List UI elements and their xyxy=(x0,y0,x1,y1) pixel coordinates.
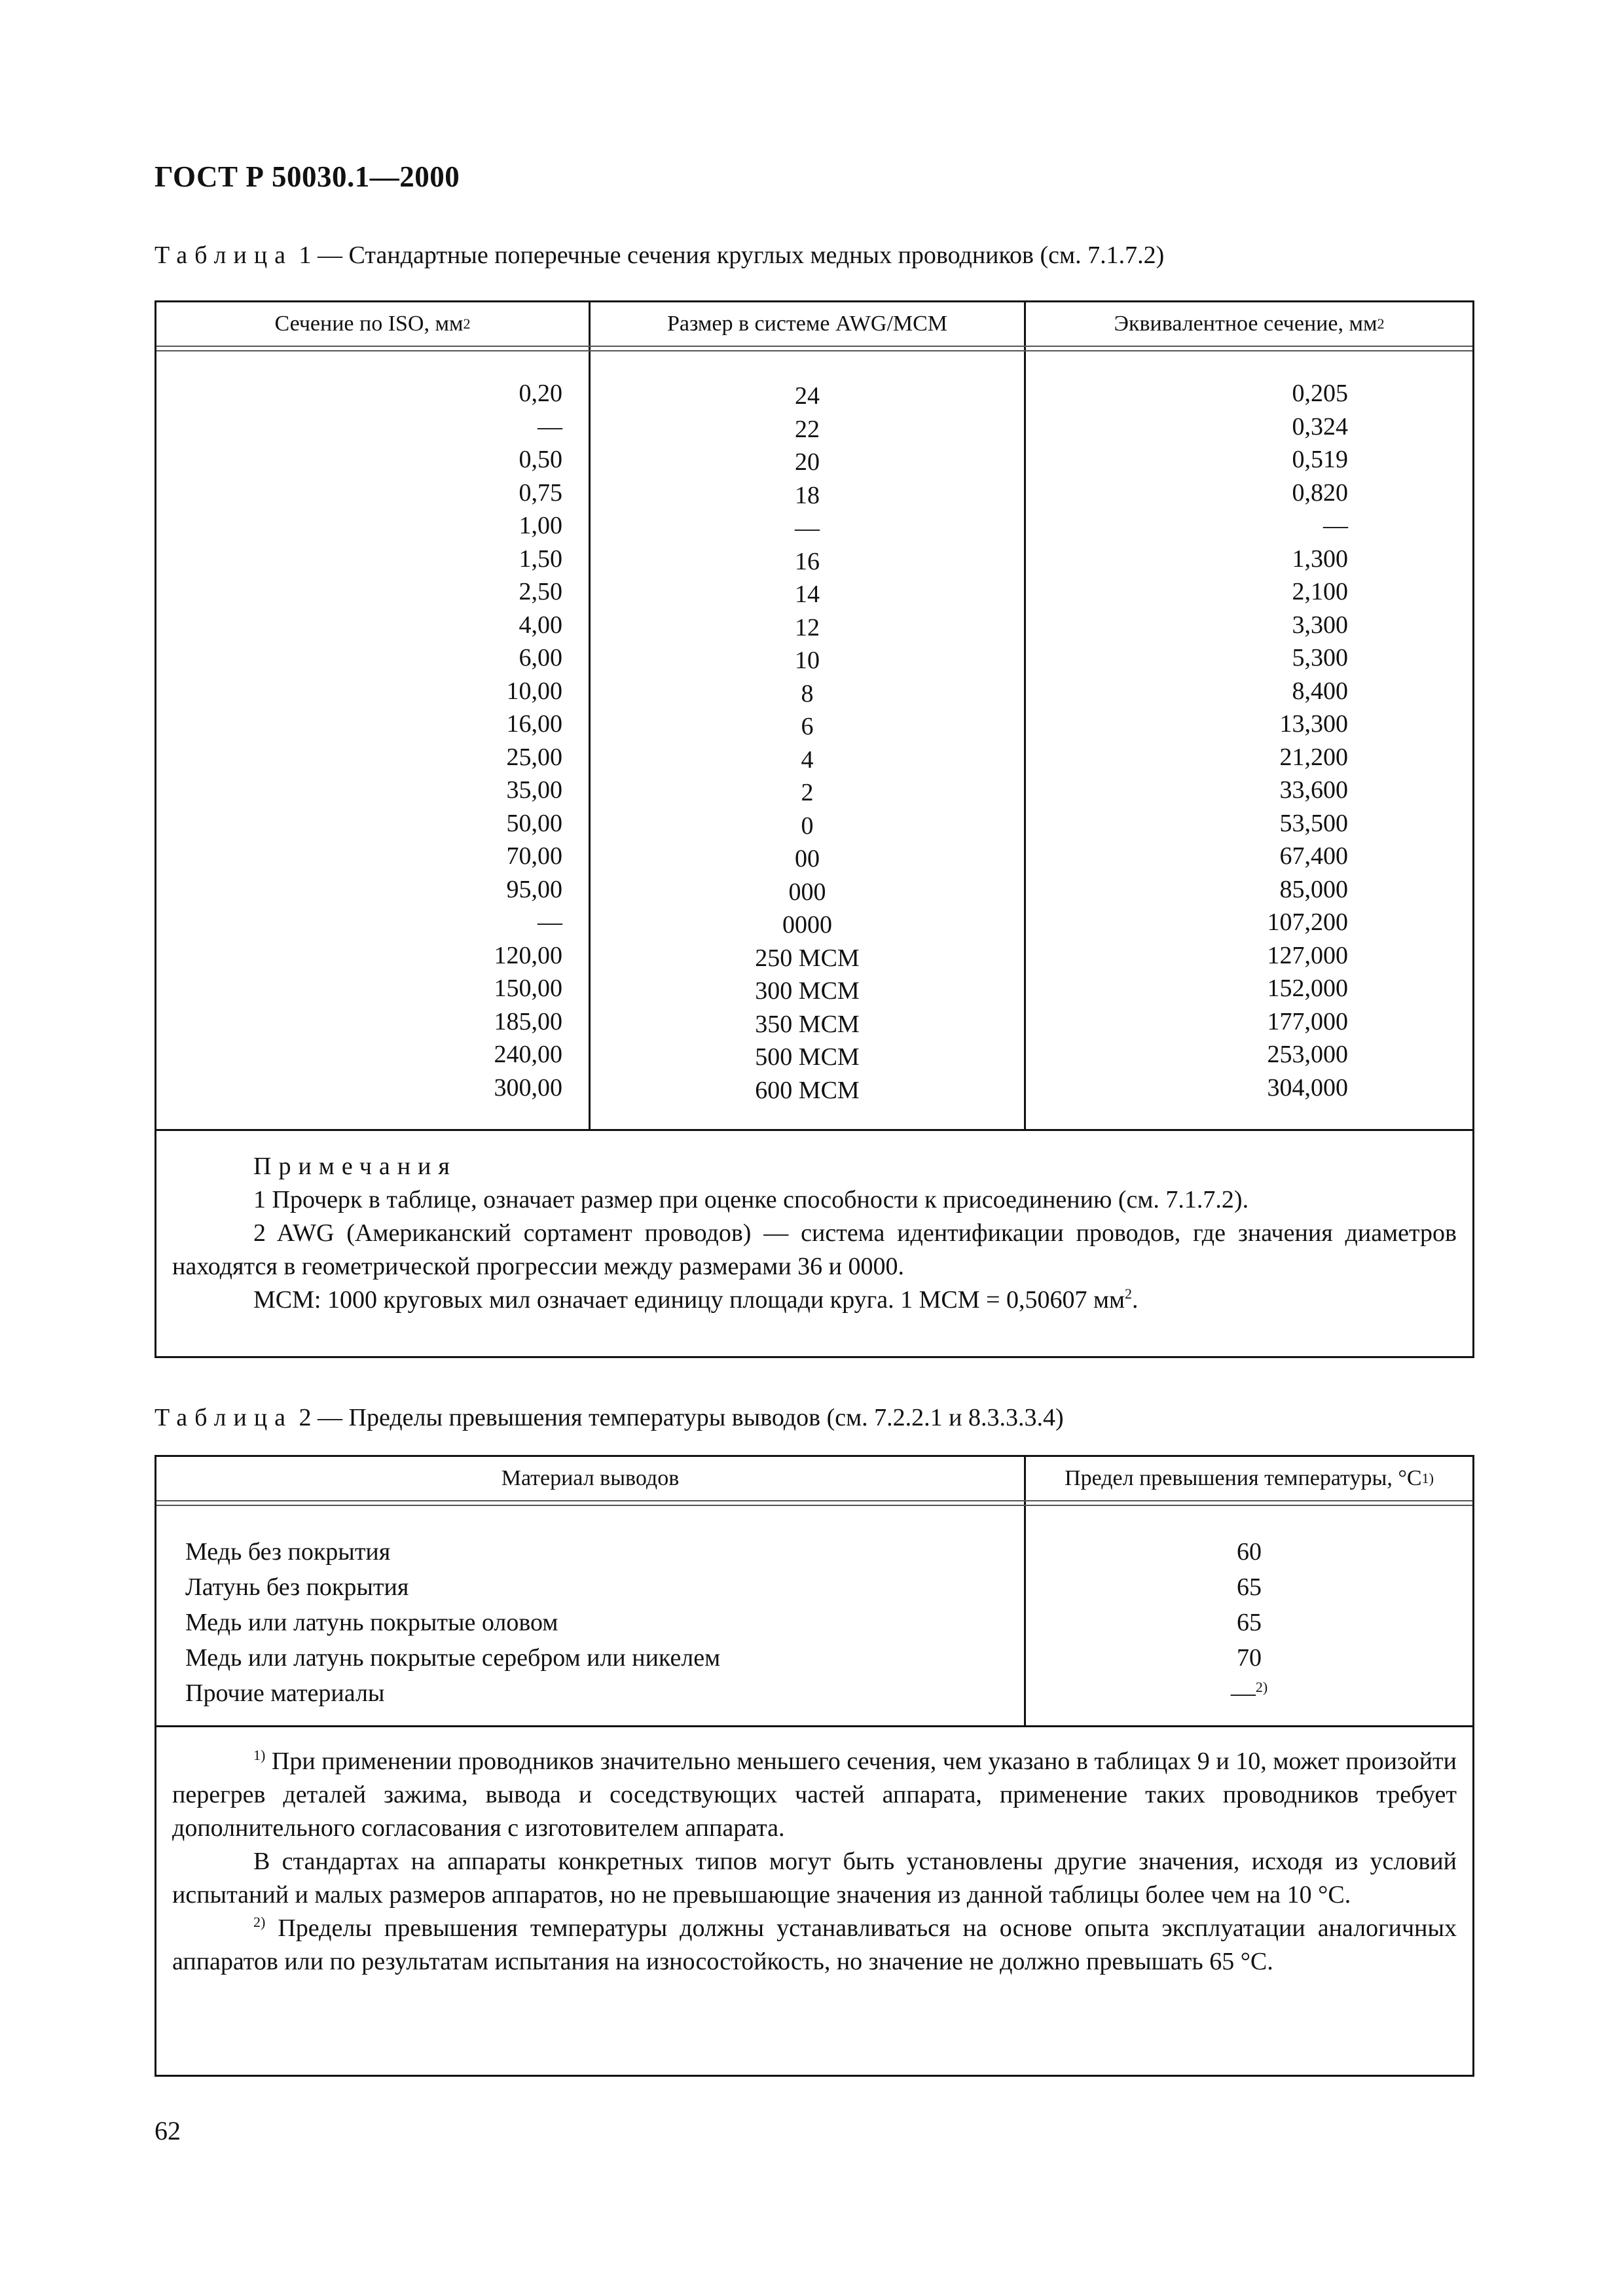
table2-caption-text: 2 — Пределы превышения температуры выводов (см. 7.2.2.1 и 8.3.3.3.4) xyxy=(293,1404,1064,1431)
table1-cell-awg: 500 MCM xyxy=(755,1043,860,1071)
table2 xyxy=(155,1455,1474,2077)
table2-cell-limit: —$^{2)}$ xyxy=(1230,1679,1268,1707)
table1-cell-iso: 0,20 xyxy=(519,380,562,407)
table1-cell-equiv: 2,100 xyxy=(1292,578,1348,605)
table1-cell-awg: 600 MCM xyxy=(755,1076,860,1104)
table2-cell-material: Медь без покрытия xyxy=(185,1538,391,1566)
footnote-1: $^{1)}$ При применении проводников значительно меньшего сечения, чем указано в таблицах 9 и 10, может произойти перегрев деталей зажима, вывода и соседствующих частей аппарата, применение таких проводников требует дополнительного согласования с изготовителем аппарата. xyxy=(172,1747,1457,1842)
table1-cell-iso: 150,00 xyxy=(494,975,562,1002)
table1-caption xyxy=(155,241,1164,270)
table1-cell-equiv: 152,000 xyxy=(1267,975,1348,1002)
table1-cell-iso: 240,00 xyxy=(494,1041,562,1068)
table2-column-material xyxy=(185,1534,1010,1711)
table2-cell-material: Медь или латунь покрытые серебром или никелем xyxy=(185,1644,721,1672)
table1-divider-2 xyxy=(1024,302,1026,1129)
table1-cell-iso: 1,50 xyxy=(519,545,562,573)
table1-caption-text: 1 — Стандартные поперечные сечения круглых медных проводников (см. 7.1.7.2) xyxy=(293,242,1165,269)
table1-cell-awg: 00 xyxy=(795,845,820,872)
table1-cell-equiv: 33,600 xyxy=(1279,776,1348,804)
table1-cell-awg: — xyxy=(795,514,820,542)
table1-cell-awg: 350 MCM xyxy=(755,1010,860,1038)
table1-cell-equiv: 1,300 xyxy=(1292,545,1348,573)
table1-cell-awg: 0000 xyxy=(782,911,832,939)
table1-cell-awg: 20 xyxy=(795,448,820,476)
table1-cell-iso: 25,00 xyxy=(506,743,562,771)
table1-cell-iso: — xyxy=(538,908,562,936)
table1-cell-awg: 22 xyxy=(795,415,820,443)
table2-cell-material: Латунь без покрытия xyxy=(185,1573,409,1601)
table1-cell-equiv: 127,000 xyxy=(1267,941,1348,969)
note-2: 2 AWG (Американский сортамент проводов) — система идентификации проводов, где значения диаметров находятся в геометрической прогрессии между размерами 36 и 0000. xyxy=(172,1219,1457,1280)
table1-cell-equiv: 0,820 xyxy=(1292,478,1348,507)
table1-cell-equiv: — xyxy=(1323,512,1348,539)
table1-cell-awg: 12 xyxy=(795,613,820,641)
table1-cell-equiv: 5,300 xyxy=(1292,644,1348,672)
table1-cell-equiv: 3,300 xyxy=(1292,611,1348,639)
table1-cell-iso: 50,00 xyxy=(506,809,562,837)
table1-cell-equiv: 8,400 xyxy=(1292,677,1348,705)
table1-column-equiv xyxy=(1073,377,1348,1104)
table1-cell-equiv: 304,000 xyxy=(1267,1073,1348,1102)
table1-notes xyxy=(172,1150,1457,1317)
table1-cell-equiv: 177,000 xyxy=(1267,1007,1348,1035)
table2-footnote-rule xyxy=(156,1725,1472,1727)
table2-header-material: Материал выводов xyxy=(501,1466,680,1490)
table1-cell-equiv: 0,205 xyxy=(1292,380,1348,407)
table1-cell-iso: 0,50 xyxy=(519,446,562,473)
table1-cell-equiv: 13,300 xyxy=(1279,710,1348,738)
page-number: 62 xyxy=(155,2116,181,2145)
table1-header-rule xyxy=(156,346,1472,351)
table2-cell-material: Медь или латунь покрытые оловом xyxy=(185,1609,558,1636)
table1-cell-awg: 300 MCM xyxy=(755,977,860,1005)
table1-cell-equiv: 53,500 xyxy=(1279,809,1348,837)
table1-cell-awg: 14 xyxy=(795,581,820,608)
table1-cell-awg: 4 xyxy=(801,745,814,774)
table2-header-limit: Предел превышения температуры, °С 1) xyxy=(1065,1466,1434,1490)
document-header: ГОСТ Р 50030.1—2000 xyxy=(155,160,460,193)
note-1: 1 Прочерк в таблице, означает размер при оценке способности к присоединению (см. 7.1.7.2). xyxy=(253,1186,1249,1213)
table1-cell-iso: 95,00 xyxy=(506,875,562,903)
table1-header-iso: Сечение по ISO, мм 2 xyxy=(274,312,471,336)
table1-cell-awg: 18 xyxy=(795,481,820,509)
table1-column-iso xyxy=(353,377,562,1104)
table1-cell-iso: — xyxy=(538,412,562,440)
table1-cell-iso: 300,00 xyxy=(494,1073,562,1102)
table1-cell-equiv: 107,200 xyxy=(1267,908,1348,936)
table2-column-limit xyxy=(1026,1534,1472,1711)
note-3: МСМ: 1000 круговых мил означает единицу площади круга. 1 МСМ = 0,50607 $мм^2$. xyxy=(253,1285,1139,1314)
table2-cell-limit: 60 xyxy=(1237,1538,1262,1566)
table1-cell-awg: 10 xyxy=(795,647,820,674)
table1-cell-equiv: 0,519 xyxy=(1292,446,1348,473)
table1-cell-awg: 250 MCM xyxy=(755,944,860,972)
table2-cell-limit: 70 xyxy=(1237,1644,1262,1672)
table1-cell-equiv: 0,324 xyxy=(1292,412,1348,440)
notes-title: Примечания xyxy=(253,1153,457,1180)
table1-notes-rule xyxy=(156,1129,1472,1131)
table1-cell-equiv: 67,400 xyxy=(1279,842,1348,870)
table2-caption xyxy=(155,1403,1064,1432)
table1-header-awg: Размер в системе AWG/MCM xyxy=(666,312,948,336)
table2-cell-limit: 65 xyxy=(1237,1573,1262,1601)
table2-caption-label: Таблица xyxy=(155,1404,293,1431)
table2-cell-material: Прочие материалы xyxy=(185,1679,385,1707)
table1-cell-awg: 0 xyxy=(801,812,814,840)
table1-cell-iso: 120,00 xyxy=(494,941,562,969)
table1-cell-iso: 1,00 xyxy=(519,512,562,539)
table1-cell-iso: 185,00 xyxy=(494,1007,562,1035)
footnote-1-continued: В стандартах на аппараты конкретных типов могут быть установлены другие значения, исходя из условий испытаний и малых размеров аппаратов, но не превышающие значения из данной таблицы более чем на 10 °С. xyxy=(172,1848,1457,1909)
table1-cell-iso: 16,00 xyxy=(506,710,562,738)
table1-cell-equiv: 253,000 xyxy=(1267,1041,1348,1068)
table1-cell-equiv: 21,200 xyxy=(1279,743,1348,771)
table1-header-equiv: Эквивалентное сечение, мм 2 xyxy=(1114,312,1385,336)
table1 xyxy=(155,300,1474,1358)
limit-footnote-mark: 2) xyxy=(1255,1679,1268,1695)
table1-cell-awg: 2 xyxy=(801,779,814,806)
footnote-2: $^{2)}$ Пределы превышения температуры должны устанавливаться на основе опыта эксплуатации аналогичных аппаратов или по результатам испытания на износостойкость, но значение не должно превышать 65 °С. xyxy=(172,1914,1457,1975)
table1-cell-awg: 16 xyxy=(795,547,820,575)
table1-column-awg xyxy=(591,380,1024,1107)
table1-cell-iso: 4,00 xyxy=(519,611,562,639)
table1-cell-iso: 35,00 xyxy=(506,776,562,804)
table1-cell-awg: 000 xyxy=(788,878,826,906)
table2-header-rule xyxy=(156,1500,1472,1506)
table1-cell-iso: 2,50 xyxy=(519,578,562,605)
table1-cell-iso: 70,00 xyxy=(506,842,562,870)
table1-cell-equiv: 85,000 xyxy=(1279,875,1348,903)
table1-cell-awg: 6 xyxy=(801,713,814,740)
table2-footnotes xyxy=(172,1745,1457,1979)
table1-cell-iso: 10,00 xyxy=(506,677,562,705)
table1-cell-iso: 0,75 xyxy=(519,478,562,507)
table2-cell-limit: 65 xyxy=(1237,1609,1262,1636)
table1-cell-awg: 8 xyxy=(801,679,814,708)
table1-cell-awg: 24 xyxy=(795,382,820,410)
table1-cell-iso: 6,00 xyxy=(519,644,562,672)
table1-caption-label: Таблица xyxy=(155,242,293,269)
